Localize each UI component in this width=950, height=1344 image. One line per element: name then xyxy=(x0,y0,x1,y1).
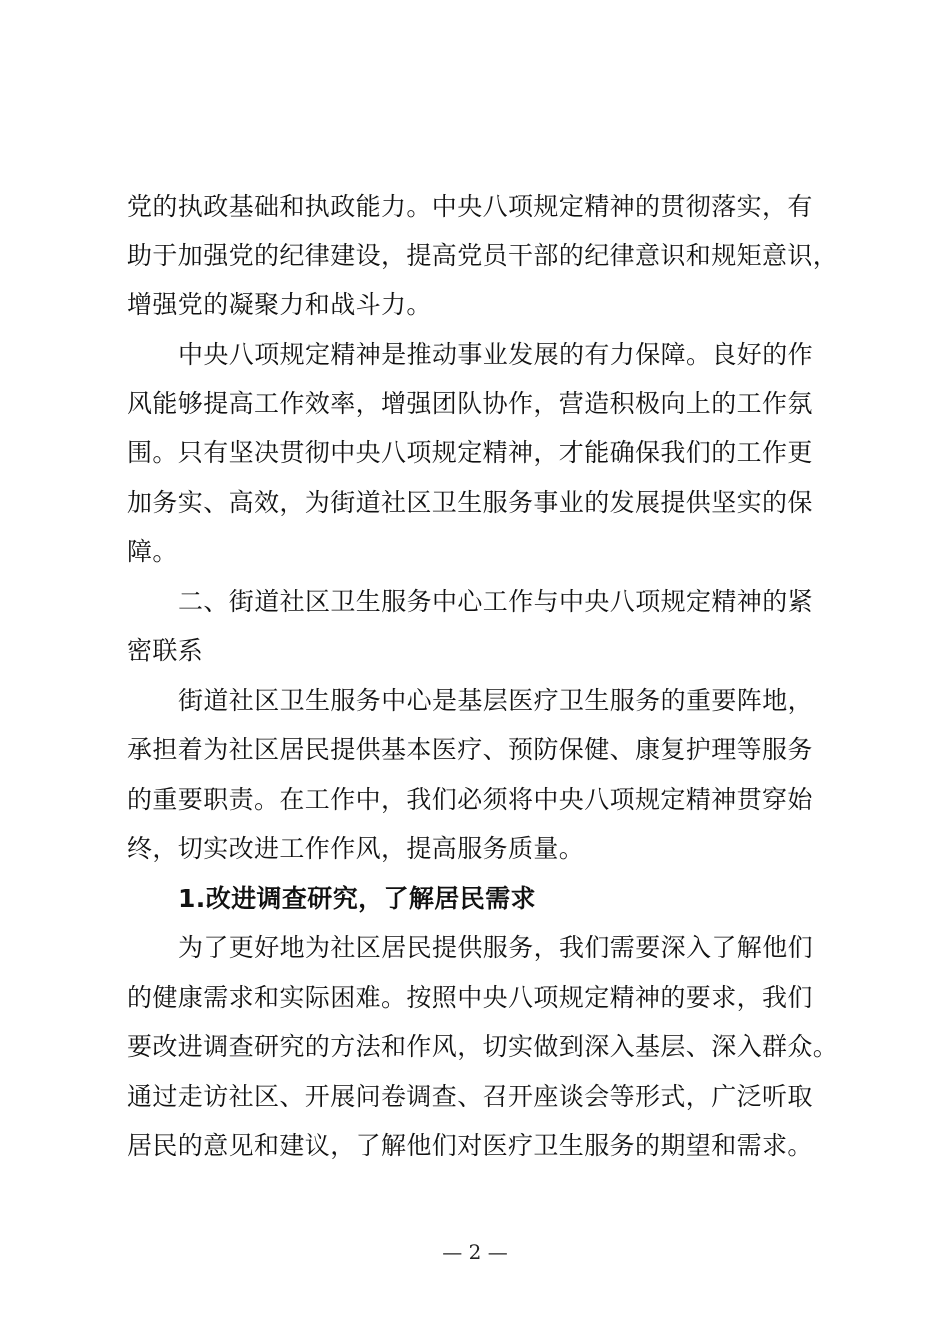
text-line: 党的执政基础和执政能力。中央八项规定精神的贯彻落实，有 xyxy=(127,192,813,221)
section-heading-continued: 密联系 xyxy=(127,636,204,665)
text-line: 加务实、高效，为街道社区卫生服务事业的发展提供坚实的保 xyxy=(127,488,813,517)
text-line: 承担着为社区居民提供基本医疗、预防保健、康复护理等服务 xyxy=(127,735,813,764)
text-line: 障。 xyxy=(127,537,178,566)
text-line: 增强党的凝聚力和战斗力。 xyxy=(127,290,432,319)
page-number: — 2 — xyxy=(442,1240,508,1264)
text-line: 要改进调查研究的方法和作风，切实做到深入基层、深入群众。 xyxy=(127,1032,839,1061)
text-line: 风能够提高工作效率，增强团队协作，营造积极向上的工作氛 xyxy=(127,389,813,418)
subsection-heading: 1.改进调查研究，了解居民需求 xyxy=(178,884,536,913)
paragraph-start-line: 街道社区卫生服务中心是基层医疗卫生服务的重要阵地， xyxy=(178,686,814,715)
paragraph-start-line: 为了更好地为社区居民提供服务，我们需要深入了解他们 xyxy=(178,933,814,962)
text-line: 居民的意见和建议，了解他们对医疗卫生服务的期望和需求。 xyxy=(127,1131,813,1160)
text-line: 助于加强党的纪律建设，提高党员干部的纪律意识和规矩意识， xyxy=(127,241,839,270)
text-line: 围。只有坚决贯彻中央八项规定精神，才能确保我们的工作更 xyxy=(127,438,813,467)
paragraph-start-line: 中央八项规定精神是推动事业发展的有力保障。良好的作 xyxy=(178,340,814,369)
section-heading: 二、街道社区卫生服务中心工作与中央八项规定精神的紧 xyxy=(178,587,814,616)
text-line: 终，切实改进工作作风，提高服务质量。 xyxy=(127,834,585,863)
text-line: 的健康需求和实际困难。按照中央八项规定精神的要求，我们 xyxy=(127,983,813,1012)
text-line: 通过走访社区、开展问卷调查、召开座谈会等形式，广泛听取 xyxy=(127,1082,813,1111)
text-line: 的重要职责。在工作中，我们必须将中央八项规定精神贯穿始 xyxy=(127,785,813,814)
